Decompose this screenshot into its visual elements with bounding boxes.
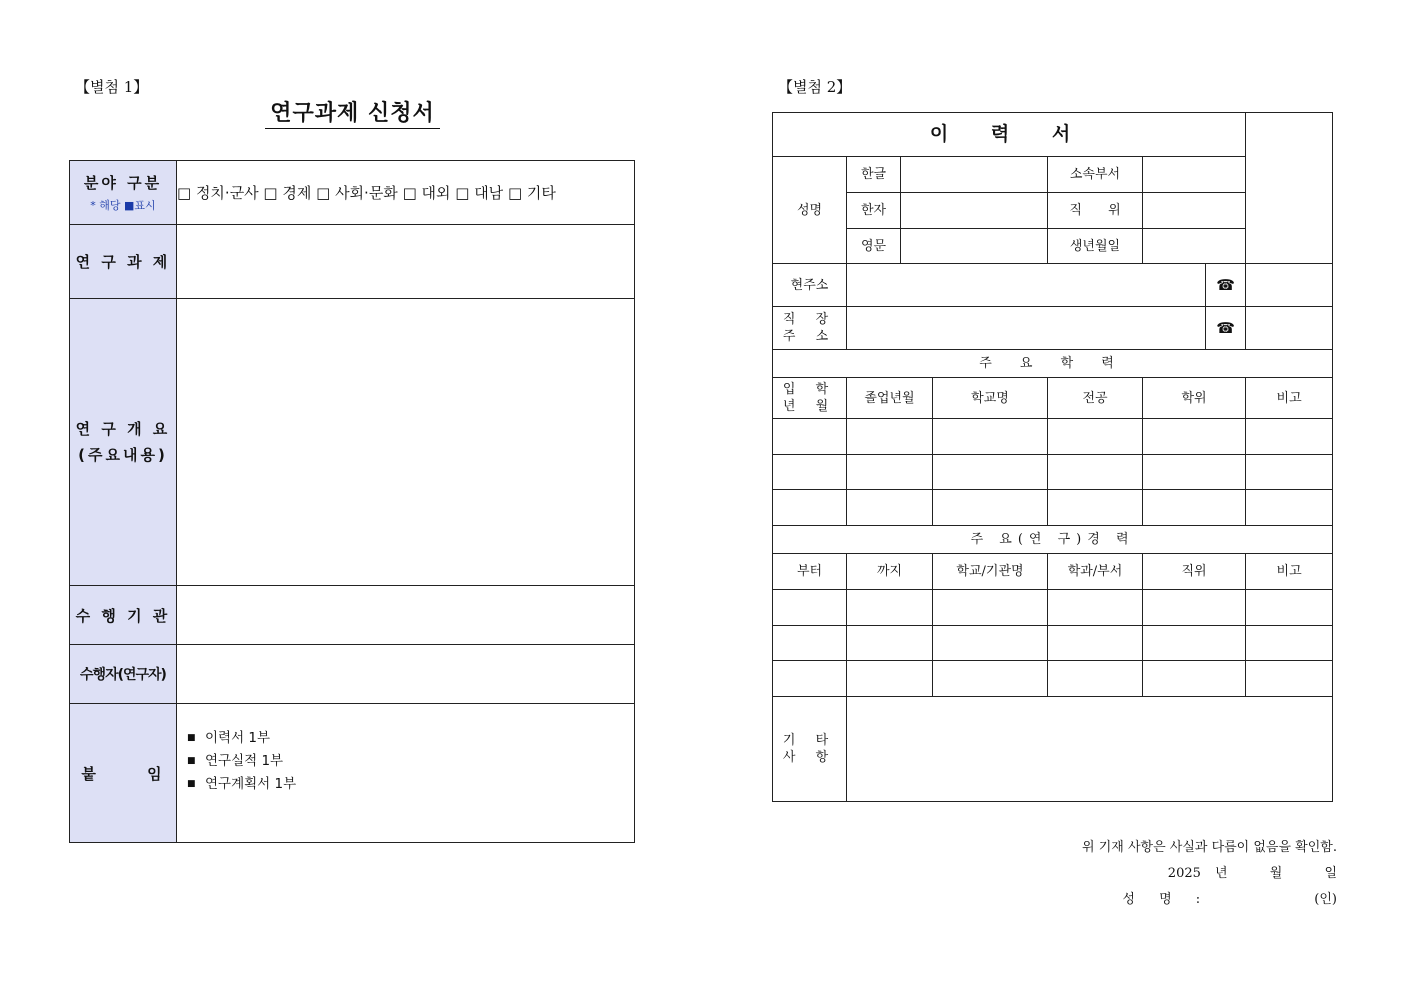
table-row <box>773 455 1333 490</box>
attachment-1-label: 【별첨 1】 <box>75 78 149 96</box>
attachments-cell <box>177 704 635 843</box>
summary-row <box>70 299 635 586</box>
col-remark: 비고 <box>1246 554 1333 590</box>
date-day-unit: 일 <box>1324 866 1337 881</box>
attachments-row <box>70 704 635 843</box>
summary-label-cell <box>70 299 177 586</box>
table-row <box>773 490 1333 526</box>
table-row <box>773 661 1333 697</box>
col-to: 까지 <box>847 554 933 590</box>
english-name-input[interactable] <box>901 229 1048 264</box>
institution-label: 수 행 기 관 <box>70 586 177 645</box>
bullet-icon: ■ <box>187 756 196 766</box>
phone-icon: ☎ <box>1206 307 1246 350</box>
work-phone-input[interactable] <box>1246 307 1333 350</box>
work-address-label: 직 장 주 소 <box>773 307 847 350</box>
signature-line <box>1122 888 1337 907</box>
position-label: 직 위 <box>1048 193 1143 229</box>
col-note: 비고 <box>1246 378 1333 419</box>
summary-input-cell[interactable] <box>177 299 635 586</box>
col-graduation: 졸업년월 <box>847 378 933 419</box>
education-col-header <box>773 378 1333 419</box>
field-label-cell <box>70 161 177 225</box>
institution-row <box>70 586 635 645</box>
col-major: 전공 <box>1048 378 1143 419</box>
seal-label: (인) <box>1314 892 1337 907</box>
field-label: 분야 구분 <box>83 174 163 192</box>
attachment-list <box>177 704 634 795</box>
dept-label: 소속부서 <box>1048 157 1143 193</box>
career-header: 주 요(연 구)경 력 <box>773 526 1333 554</box>
researcher-label: 수행자(연구자) <box>70 645 177 704</box>
korean-name-input[interactable] <box>901 157 1048 193</box>
project-row <box>70 225 635 299</box>
table-row <box>773 590 1333 626</box>
etc-input[interactable] <box>847 697 1333 802</box>
researcher-input-cell[interactable] <box>177 645 635 704</box>
col-from: 부터 <box>773 554 847 590</box>
sign-label: 성 명 : <box>1122 892 1211 907</box>
date-year: 2025 <box>1167 866 1201 881</box>
col-institution: 학교/기관명 <box>933 554 1048 590</box>
etc-label: 기 타 사 항 <box>773 697 847 802</box>
bullet-icon: ■ <box>187 733 196 743</box>
education-header: 주 요 학 력 <box>773 350 1333 378</box>
home-phone-input[interactable] <box>1246 264 1333 307</box>
address-label: 현주소 <box>773 264 847 307</box>
name-label: 성명 <box>773 157 847 264</box>
table-row <box>773 626 1333 661</box>
attachment-2-label: 【별첨 2】 <box>778 78 852 96</box>
resume-table <box>772 112 1333 802</box>
photo-box[interactable] <box>1246 113 1333 264</box>
english-name-label: 영문 <box>847 229 901 264</box>
address-input[interactable] <box>847 264 1206 307</box>
field-mark-note: * 해당 ■표시 <box>90 199 156 212</box>
attach-label: 붙 임 <box>70 704 177 843</box>
project-label: 연 구 과 제 <box>70 225 177 299</box>
application-form-table <box>69 160 635 843</box>
table-row <box>773 419 1333 455</box>
col-entrance: 입 학 년 월 <box>773 378 847 419</box>
dept-input[interactable] <box>1143 157 1246 193</box>
bullet-icon: ■ <box>187 779 196 789</box>
col-school: 학교명 <box>933 378 1048 419</box>
hanja-name-label: 한자 <box>847 193 901 229</box>
birth-input[interactable] <box>1143 229 1246 264</box>
attachment-item: ■ 연구계획서 1부 <box>187 776 297 792</box>
summary-label-line1: 연 구 개 요 <box>75 420 171 438</box>
resume-title: 이 력 서 <box>773 113 1246 157</box>
form-title: 연구과제 신청서 <box>265 96 440 129</box>
phone-icon: ☎ <box>1206 264 1246 307</box>
date-year-unit: 년 <box>1215 866 1228 881</box>
work-address-input[interactable] <box>847 307 1206 350</box>
summary-label-line2: (주요내용) <box>78 446 168 464</box>
field-choices[interactable]: □ 정치·군사 □ 경제 □ 사회·문화 □ 대외 □ 대남 □ 기타 <box>177 161 635 225</box>
position-input[interactable] <box>1143 193 1246 229</box>
date-month-unit: 월 <box>1269 866 1283 881</box>
date-line <box>1168 862 1337 881</box>
institution-input-cell[interactable] <box>177 586 635 645</box>
col-position: 직위 <box>1143 554 1246 590</box>
birth-label: 생년월일 <box>1048 229 1143 264</box>
career-col-header <box>773 554 1333 590</box>
hanja-name-input[interactable] <box>901 193 1048 229</box>
col-degree: 학위 <box>1143 378 1246 419</box>
attachment-item: ■ 연구실적 1부 <box>187 753 284 769</box>
project-input-cell[interactable] <box>177 225 635 299</box>
col-department: 학과/부서 <box>1048 554 1143 590</box>
researcher-row <box>70 645 635 704</box>
field-row <box>70 161 635 225</box>
korean-name-label: 한글 <box>847 157 901 193</box>
confirmation-statement: 위 기재 사항은 사실과 다름이 없음을 확인함. <box>1082 840 1337 855</box>
attachment-item: ■ 이력서 1부 <box>187 730 271 746</box>
